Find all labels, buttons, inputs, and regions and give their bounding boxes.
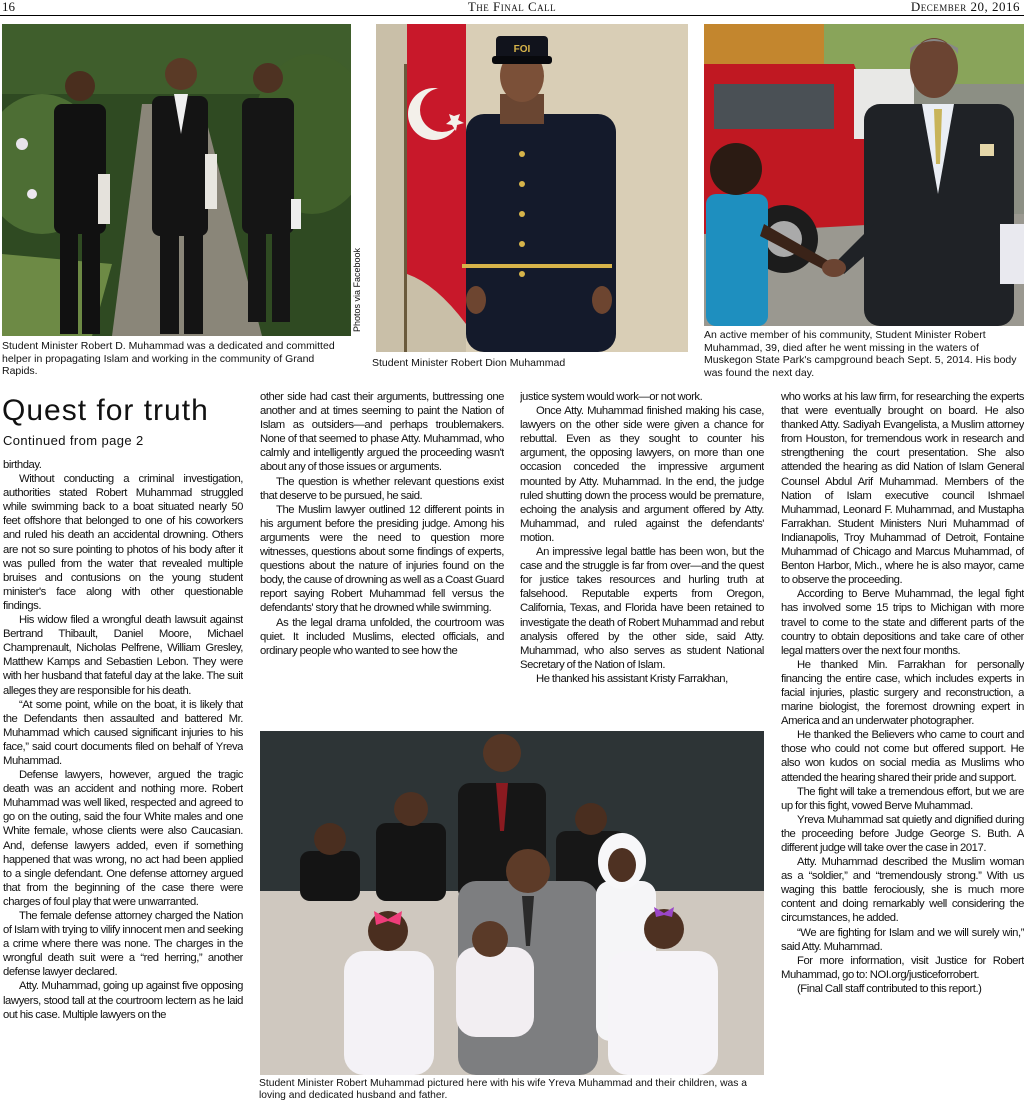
photo-men-walking xyxy=(2,24,351,336)
paragraph: “We are fighting for Islam and we will surely win,” said Atty. Muhammad. xyxy=(781,926,1024,953)
paragraph: The female defense attorney charged the Nation of Islam with trying to vilify innocent men and seeking a crime where there was none. The charges in the wrongful death suit were a “red herring,” another defense lawyer declared. xyxy=(3,910,243,979)
paragraph: He thanked his assistant Kristy Farrakhan, xyxy=(536,672,728,685)
paragraph: As the legal drama unfolded, the courtroom was quiet. It included Muslims, elected officials, and ordinary people who wanted to see how the xyxy=(260,616,504,657)
photo-uniform-portrait xyxy=(376,24,688,352)
paragraph: An impressive legal battle has been won, but the case and the struggle is far from over—and the quest for justice takes resources and hurling truth at falsehood. Reputable experts from Oregon, California, Texas, and Florida have been retained to investigate the death of Robert Muhammad and rebut analysis offered by the other side, said Atty. Muhammad, who also serves as student National Secretary of the Nation of Islam. xyxy=(520,546,764,671)
paragraph: According to Berve Muhammad, the legal fight has involved some 15 trips to Michigan with more travel to come to the state and different parts of the country to obtain depositions and take care of other legal matters over the next four months. xyxy=(781,588,1024,657)
article-column-4 xyxy=(781,390,1024,1108)
paragraph: Once Atty. Muhammad finished making his case, lawyers on the other side were given a chance for rebuttal. Even as they sought to counter his argument, the opposing lawyers, on more than one occasion conceded the impressive argument mounted by Atty. Muhammad. In the end, the judge ruled shutting down the process would be premature, echoing the analysis and argument offered by Atty. Muhammad, and ruled against the defendants' motion. xyxy=(520,405,764,544)
photo-caption-2: Student Minister Robert Dion Muhammad xyxy=(372,357,566,369)
paragraph: other side had cast their arguments, buttressing one another and at times seeming to paint the Nation of Islam as outsiders—and perhaps troublemakers. None of that seemed to phase Atty. Muhammad, who calmly and intelligently argued the proceeding wasn't about any of those issues or arguments. xyxy=(260,391,504,474)
paragraph: Defense lawyers, however, argued the tragic death was an accident and nothing more. Robert Muhammad was well liked, respected and agreed to go on the outing, said the four White males and one White female, whose clients were also Caucasian. And, defense lawyers added, even if something happened that was wrong, no act had been applied to a single defendant. One defense attorney argued that from the beginning of the case there were charges of foul play that were unwarranted. xyxy=(3,769,243,908)
paragraph: birthday. xyxy=(3,459,42,471)
article-headline: Quest for truth xyxy=(2,394,209,427)
paragraph: justice system would work—or not work. xyxy=(520,391,703,403)
continued-from-label: Continued from page 2 xyxy=(3,433,144,448)
publication-name: The Final Call xyxy=(467,0,557,14)
paragraph: “At some point, while on the boat, it is likely that the Defendants then assaulted and battered Mr. Muhammad which caused significant injuries to his face,” said court documents filed on behalf of Yreva Muhammad. xyxy=(3,698,243,767)
page-number: 16 xyxy=(2,0,15,14)
article-column-1 xyxy=(3,458,243,1108)
paragraph: He thanked the Believers who came to court and those who could not come but offered support. He also won kudos on social media as Muslims who attended the hearing shared their pride and support. xyxy=(781,729,1024,784)
photo-caption-3: An active member of his community, Student Minister Robert Muhammad, 39, died after he went missing in the waters of Muskegon State Park's campground beach Sept. 5, 2014. His body was found the next day. xyxy=(704,329,1017,379)
photo-handshake xyxy=(704,24,1024,326)
paragraph: He thanked Min. Farrakhan for personally financing the entire case, which includes experts in facial injuries, plastic surgery and reconstruction, a marine biologist, the foremost drowning expert in America and an underwater photographer. xyxy=(781,658,1024,728)
issue-date: December 20, 2016 xyxy=(910,0,1020,14)
photo-credit xyxy=(352,222,366,332)
cap-insignia: FOI xyxy=(513,44,531,55)
paragraph: Without conducting a criminal investigation, authorities stated Robert Muhammad struggled while swimming back to a boat situated nearly 50 feet offshore that belonged to one of his coworkers and ruled his death an accidental drowning. Others are not so sure pointing to photos of his body after it was pulled from the water that revealed multiple bruises and contusions on the young student minister's face along with other questionable findings. xyxy=(3,473,243,612)
paragraph: His widow filed a wrongful death lawsuit against Bertrand Thibault, Daniel Moore, Michael Champrenault, Nicholas Pelfrene, William Gresley, Matthew Kamps and Sebastien Lebon. They were with her husband that fateful day at the lake. The suit alleges they are responsible for his death. xyxy=(3,614,243,697)
paragraph: The question is whether relevant questions exist that deserve to be pursued, he said. xyxy=(260,475,504,502)
article-column-2 xyxy=(260,390,504,715)
photo-caption-1: Student Minister Robert D. Muhammad was a dedicated and committed helper in propagating Islam and working in the community of Grand Rapids. xyxy=(2,340,335,378)
paragraph: Yreva Muhammad sat quietly and dignified during the proceeding before Judge George S. Buth. A different judge will take over the case in 2017. xyxy=(781,813,1024,854)
paragraph: The Muslim lawyer outlined 12 different points in his argument before the presiding judge. Among his arguments were the need to question more witnesses, questions about some findings of experts, questions about the nature of injuries found on the body, the cause of drowning as well as a Coast Guard report saying Robert Muhammad fell versus the defendants' story that he drowned while swimming. xyxy=(260,503,504,615)
article-column-3 xyxy=(520,390,764,715)
paragraph: Atty. Muhammad, going up against five opposing lawyers, stood tall at the courtroom lectern as he laid out his case. Multiple lawyers on the xyxy=(3,980,243,1021)
photo-caption-4: Student Minister Robert Muhammad pictured here with his wife Yreva Muhammad and their children, was a loving and dedicated husband and father. xyxy=(259,1078,747,1102)
paragraph: who works at his law firm, for researching the experts that were eventually brought on board. He also thanked Atty. Sadiyah Evangelista, a Muslim attorney from Houston, for tremendous work in research and strengthening the court presentation. She also attended the hearing as did Nation of Islam General Counsel Abdul Arif Muhammad. Members of the Nation of Islam executive council Ishmael Muhammad, Leonard F. Muhammad, and Mustapha Farrakhan. Student Ministers Nuri Muhammad of Indianapolis, Troy Muhammad of Detroit, Fontaine Muhammad of Chicago and Marcus Muhammad, of Benton Harbor, Mich., where he is also mayor, came to observe the proceeding. xyxy=(781,391,1024,587)
paragraph: Atty. Muhammad described the Muslim woman as a “soldier,” and “tremendously strong.” With us waging this battle ferociously, she is much more content and doing remarkably well considering the circumstances, he added. xyxy=(781,856,1024,925)
paragraph: (Final Call staff contributed to this report.) xyxy=(797,982,982,995)
page-header xyxy=(0,0,1024,16)
paragraph: The fight will take a tremendous effort, but we are up for this fight, vowed Berve Muhammad. xyxy=(781,785,1024,812)
paragraph: For more information, visit Justice for Robert Muhammad, go to: NOI.org/justiceforrobert. xyxy=(781,954,1024,981)
photo-family xyxy=(260,731,764,1075)
photo-credit-text: Photos via Facebook xyxy=(352,247,362,332)
